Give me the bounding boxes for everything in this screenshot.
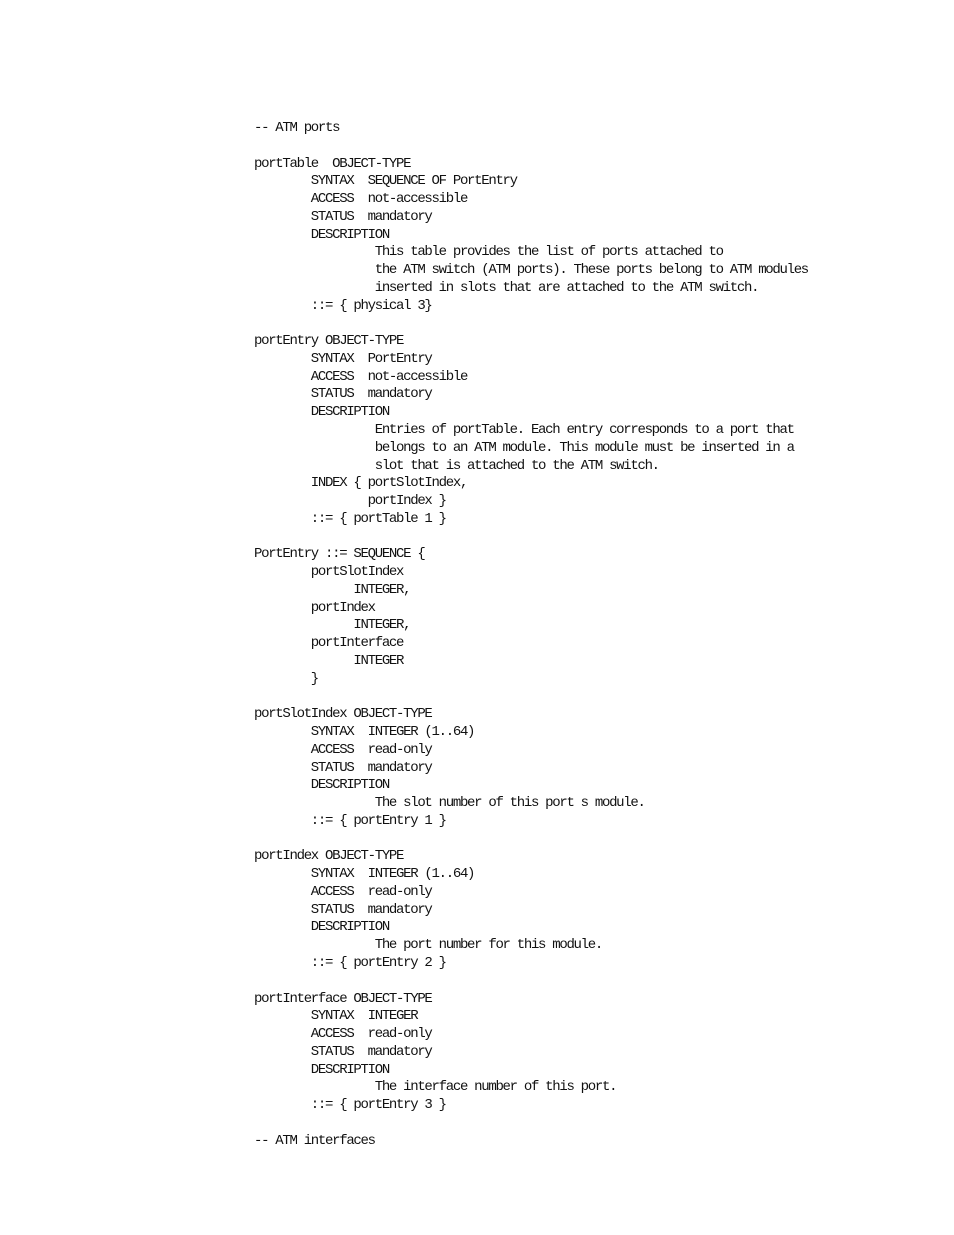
code-line: INTEGER — [254, 652, 404, 669]
code-line: portEntry OBJECT-TYPE — [254, 333, 404, 350]
code-line: portInterface OBJECT-TYPE — [254, 990, 432, 1007]
code-line: Entries of portTable. Each entry corresponds to a port that — [254, 422, 794, 439]
code-line: } — [254, 670, 318, 687]
code-line: ::= { portTable 1 } — [254, 510, 446, 527]
blank-line — [254, 689, 894, 707]
code-line: DESCRIPTION — [254, 777, 389, 794]
code-line: portIndex OBJECT-TYPE — [254, 848, 404, 865]
code-line: SYNTAX PortEntry — [254, 350, 432, 367]
code-line: INTEGER, — [254, 617, 411, 634]
code-line: portIndex — [254, 599, 375, 616]
code-line: ACCESS not-accessible — [254, 191, 468, 208]
code-line: portSlotIndex — [254, 564, 404, 581]
code-line: portTable OBJECT-TYPE — [254, 155, 411, 172]
code-line: STATUS mandatory — [254, 759, 432, 776]
blank-line — [254, 1115, 894, 1133]
blank-line — [254, 315, 894, 333]
code-line: portInterface — [254, 635, 404, 652]
code-line: DESCRIPTION — [254, 1061, 389, 1078]
code-line: This table provides the list of ports attached to — [254, 244, 723, 261]
blank-line — [254, 831, 894, 849]
code-line: STATUS mandatory — [254, 901, 432, 918]
code-line: SYNTAX SEQUENCE OF PortEntry — [254, 173, 517, 190]
code-line: STATUS mandatory — [254, 1043, 432, 1060]
code-line: ACCESS not-accessible — [254, 368, 468, 385]
code-line: portIndex } — [254, 493, 446, 510]
code-line: -- ATM ports — [254, 120, 340, 136]
code-line: ACCESS read-only — [254, 883, 432, 900]
code-line: INTEGER, — [254, 581, 411, 598]
code-line: inserted in slots that are attached to the ATM switch. — [254, 279, 759, 296]
code-line: INDEX { portSlotIndex, — [254, 475, 468, 492]
code-line: DESCRIPTION — [254, 919, 389, 936]
code-line: portSlotIndex OBJECT-TYPE — [254, 706, 432, 723]
code-line: SYNTAX INTEGER — [254, 1008, 418, 1025]
code-line: The port number for this module. — [254, 937, 602, 954]
code-line: ::= { portEntry 2 } — [254, 954, 446, 971]
code-line: the ATM switch (ATM ports). These ports belong to ATM modules — [254, 262, 808, 279]
code-line: ::= { physical 3} — [254, 297, 432, 314]
code-line: PortEntry ::= SEQUENCE { — [254, 546, 425, 563]
code-line: The interface number of this port. — [254, 1079, 617, 1096]
blank-line — [254, 529, 894, 547]
mib-definition-text — [254, 120, 894, 1150]
code-line: DESCRIPTION — [254, 404, 389, 421]
code-line: STATUS mandatory — [254, 208, 432, 225]
code-line: SYNTAX INTEGER (1..64) — [254, 724, 475, 741]
code-line: -- ATM interfaces — [254, 1132, 375, 1149]
code-line: belongs to an ATM module. This module must be inserted in a — [254, 439, 794, 456]
blank-line — [254, 973, 894, 991]
code-line: ::= { portEntry 3 } — [254, 1097, 446, 1114]
code-line: The slot number of this port s module. — [254, 795, 645, 812]
code-line: ::= { portEntry 1 } — [254, 812, 446, 829]
code-line: SYNTAX INTEGER (1..64) — [254, 866, 475, 883]
code-line: ACCESS read-only — [254, 1026, 432, 1043]
code-line: slot that is attached to the ATM switch. — [254, 457, 659, 474]
code-line: DESCRIPTION — [254, 226, 389, 243]
blank-line — [254, 138, 894, 156]
code-line: ACCESS read-only — [254, 741, 432, 758]
code-line: STATUS mandatory — [254, 386, 432, 403]
